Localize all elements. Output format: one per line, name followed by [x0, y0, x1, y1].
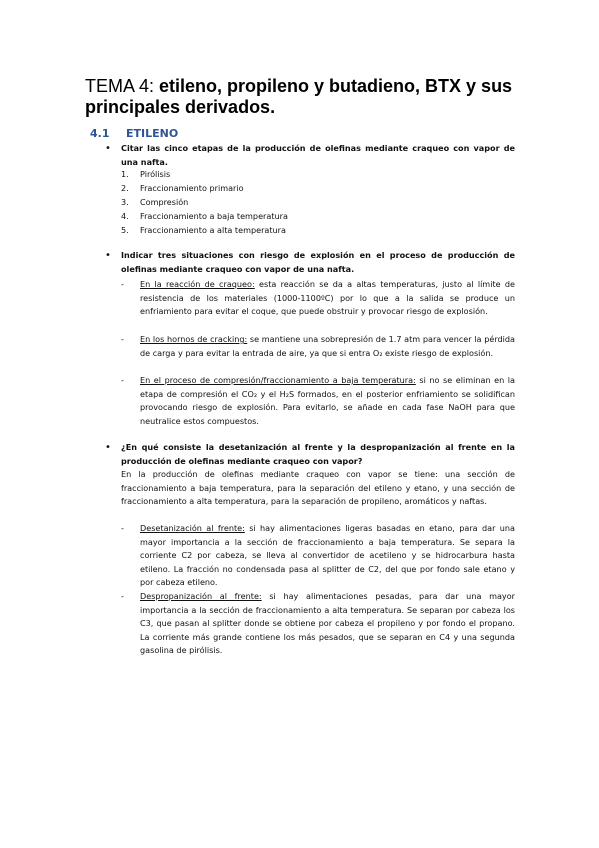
list-item [140, 374, 515, 428]
section-heading [90, 127, 178, 140]
steps-list [121, 168, 288, 238]
list-item [140, 333, 515, 360]
dash-marker: - [121, 375, 124, 385]
item-label: En el proceso de compresión/fraccionamiento a baja temperatura: [140, 375, 416, 385]
dash-marker: - [121, 334, 124, 344]
item-text: esta reacción se da a altas temperaturas, justo al límite de resistencia de los materiales (1000-1100ºC) por lo que a la salida se produce un enfriamiento para evitar el coque, que puede obstruir y provocar riesgo de explosión. [140, 279, 516, 316]
item-label: En la reacción de craqueo: [140, 279, 255, 289]
question-1-text: Citar las cinco etapas de la producción de olefinas mediante craqueo con vapor de una nafta. [121, 143, 515, 167]
list-item: 1. Pirólisis [121, 169, 171, 179]
item-label: En los hornos de cracking: [140, 334, 248, 344]
list-item: 4. Fraccionamiento a baja temperatura [121, 211, 288, 221]
dash-marker: - [121, 591, 124, 601]
dash-marker: - [121, 523, 124, 533]
item-label: Despropanización al frente: [140, 591, 262, 601]
item-text: si no se eliminan en la etapa de compresión el CO₂ y el H₂S formados, en el posterior enfriamiento se solidifican provocando riesgo de explosión. Para evitarlo, se añade en cada fase NaOH para que neutralice estos compuestos. [140, 375, 516, 426]
bullet-icon: • [105, 143, 111, 154]
list-item: 3. Compresión [121, 197, 189, 207]
title-lead: TEMA 4: [85, 76, 155, 96]
bullet-icon: • [105, 442, 111, 453]
list-item: 5. Fraccionamiento a alta temperatura [121, 225, 286, 235]
list-item [140, 522, 515, 590]
section-number: 4.1 [90, 127, 110, 140]
item-text: se mantiene una sobrepresión de 1.7 atm para vencer la pérdida de carga y para evitar la entrada de aire, ya que si entra O₂ existe riesgo de explosión. [140, 334, 515, 358]
page-title [85, 76, 525, 118]
list-item: 2. Fraccionamiento primario [121, 183, 244, 193]
intro-paragraph: En la producción de olefinas mediante craqueo con vapor se tiene: una sección de fraccionamiento a baja temperatura, para la separación del etileno y etano, y una sección de fraccionamiento a alta temperatura, para la separación de propileno, aromáticos y naftas. [121, 469, 515, 506]
list-item [140, 278, 515, 319]
item-text: si hay alimentaciones pesadas, para dar una mayor importancia a la sección de fraccionamiento a alta temperatura. Se separan por cabeza los C3, que pasan al splitter donde se obtiene por cabeza el propileno y por fondo el propano. La corriente más grande contiene los más pesados, que se separan en C4 y una segunda gasolina de pirólisis. [140, 591, 515, 655]
question-2-text: Indicar tres situaciones con riesgo de explosión en el proceso de producción de olefinas mediante craqueo con vapor de una nafta. [121, 250, 515, 274]
dash-marker: - [121, 279, 124, 289]
item-label: Desetanización al frente: [140, 523, 245, 533]
bullet-icon: • [105, 250, 111, 261]
title-rest: etileno, propileno y butadieno, BTX y sus principales derivados. [85, 76, 513, 117]
section-name: ETILENO [126, 127, 179, 140]
item-text: si hay alimentaciones ligeras basadas en etano, para dar una mayor importancia a la sección de fraccionamiento a baja temperatura. Se separa la corriente C2 por cabeza, se lleva al convertidor de acetileno y se hidrocarbura hasta etileno. La fracción no condensada pasa al splitter de C2, del que por fondo sale etano y por cabeza etileno. [140, 523, 515, 587]
question-3-text: ¿En qué consiste la desetanización al frente y la despropanización al frente en la producción de olefinas mediante craqueo con vapor? [121, 442, 515, 466]
list-item [140, 590, 515, 658]
